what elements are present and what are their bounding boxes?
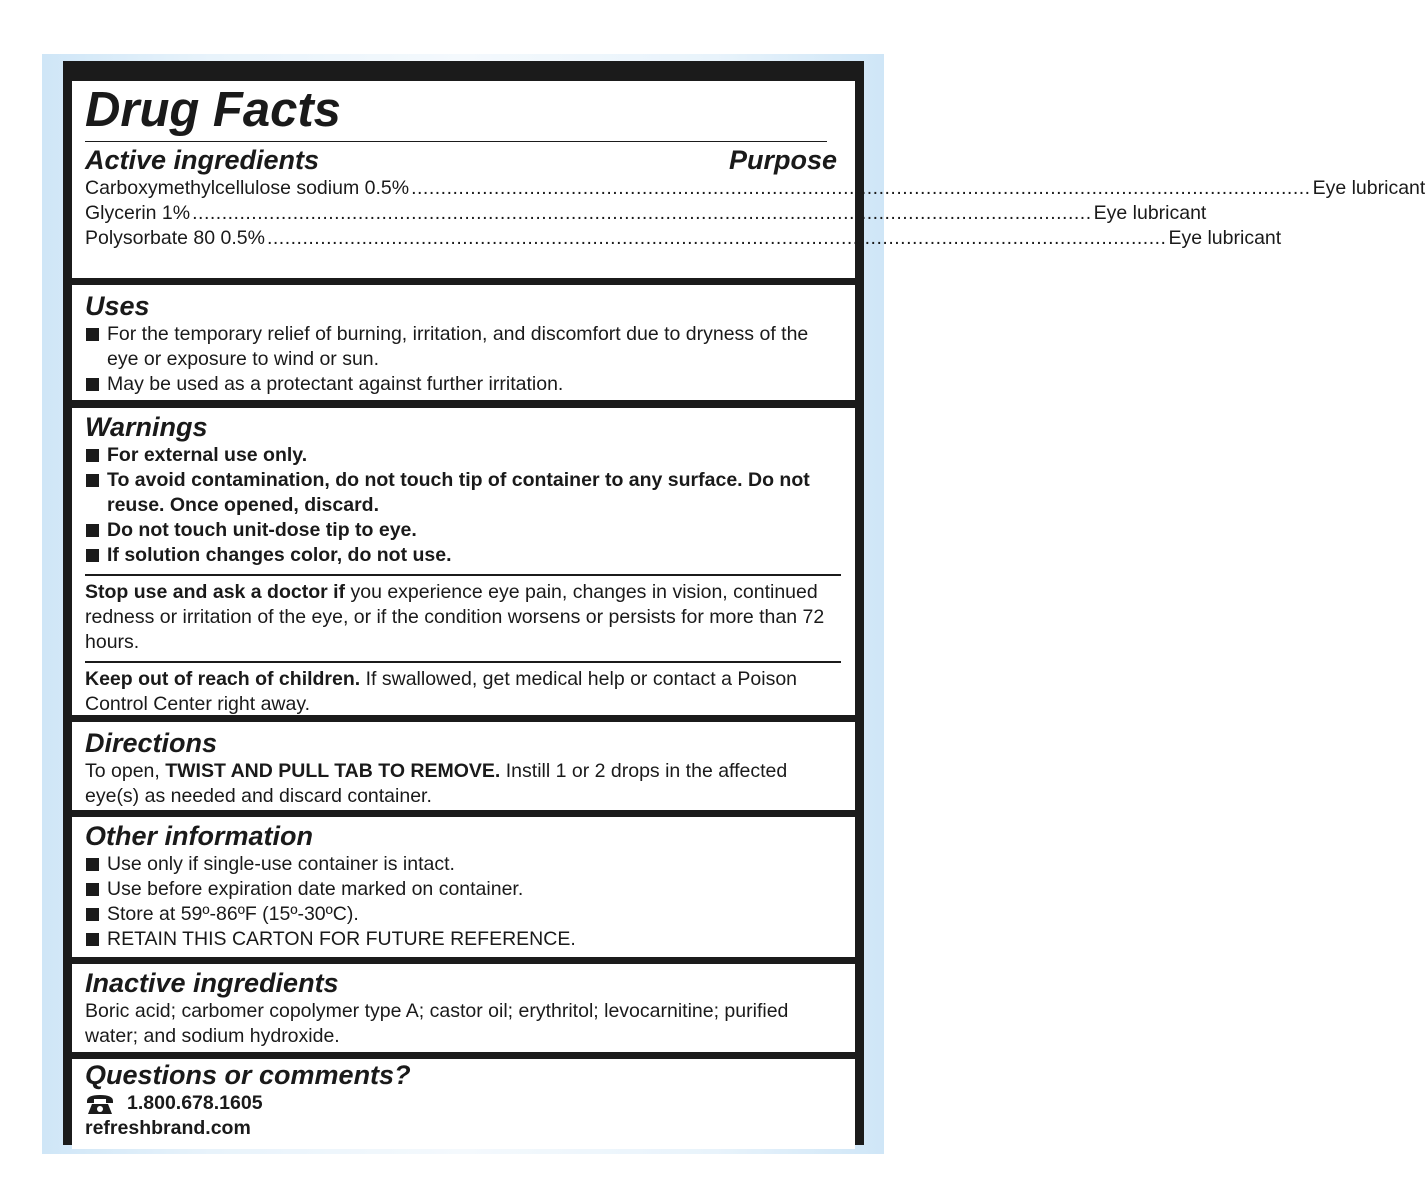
list-item-text: May be used as a protectant against further irritation. xyxy=(107,373,564,395)
leader-dots: ........................................................................................................................................................ xyxy=(192,202,1092,224)
active-ingredients-section xyxy=(72,81,1425,278)
divider xyxy=(85,661,841,663)
stop-use-paragraph xyxy=(85,580,837,655)
keep-out-text: If swallowed, get medical help or contact a Poison Control Center right away. xyxy=(85,668,798,715)
list-item xyxy=(85,852,837,877)
directions-pre: To open, xyxy=(85,760,166,782)
ingredient-name: Glycerin 1% xyxy=(85,202,191,224)
list-item xyxy=(85,902,837,927)
list-item xyxy=(85,443,837,468)
bullet-square-icon xyxy=(86,378,99,391)
phone-number[interactable]: 1.800.678.1605 xyxy=(127,1092,263,1114)
ingredient-name: Carboxymethylcellulose sodium 0.5% xyxy=(85,177,410,199)
warnings-list xyxy=(85,443,837,568)
bullet-square-icon xyxy=(86,908,99,921)
list-item-text: Do not touch unit-dose tip to eye. xyxy=(107,519,417,541)
list-item-text: Use before expiration date marked on container. xyxy=(107,878,524,900)
list-item xyxy=(85,468,837,518)
leader-dots: ........................................................................................................................................................ xyxy=(411,177,1311,199)
directions-heading: Directions xyxy=(85,728,218,758)
keep-out-lead: Keep out of reach of children. xyxy=(85,668,361,690)
inactive-ingredients-section xyxy=(72,964,855,1052)
directions-text xyxy=(85,759,837,809)
other-information-list xyxy=(85,852,837,952)
uses-heading: Uses xyxy=(85,291,150,321)
uses-list xyxy=(85,322,837,397)
bullet-square-icon xyxy=(86,549,99,562)
directions-section xyxy=(72,722,855,810)
ingredient-list xyxy=(85,176,1425,251)
questions-heading: Questions or comments? xyxy=(85,1060,411,1090)
ingredient-purpose: Eye lubricant xyxy=(1312,177,1425,199)
active-ingredients-heading: Active ingredients xyxy=(85,145,320,175)
inactive-ingredients-text: Boric acid; carbomer copolymer type A; castor oil; erythritol; levocarnitine; purified water; and sodium hydroxide. xyxy=(85,1000,789,1047)
list-item xyxy=(85,372,837,397)
list-item-text: If solution changes color, do not use. xyxy=(107,544,452,566)
keep-out-paragraph xyxy=(85,667,837,717)
phone-icon xyxy=(85,1093,115,1115)
website-link[interactable]: refreshbrand.com xyxy=(85,1117,251,1139)
ingredient-row xyxy=(85,176,1425,201)
ingredient-name: Polysorbate 80 0.5% xyxy=(85,227,265,249)
bullet-square-icon xyxy=(86,449,99,462)
list-item xyxy=(85,927,837,952)
questions-section xyxy=(72,1059,855,1149)
stop-use-lead: Stop use and ask a doctor if xyxy=(85,581,346,603)
list-item-text: For external use only. xyxy=(107,444,308,466)
warnings-heading: Warnings xyxy=(85,412,208,442)
other-information-heading: Other information xyxy=(85,821,313,851)
purpose-heading: Purpose xyxy=(728,145,837,175)
leader-dots: ........................................................................................................................................................ xyxy=(266,227,1167,249)
warnings-section xyxy=(72,408,855,715)
label-title: Drug Facts xyxy=(85,81,827,142)
bullet-square-icon xyxy=(86,883,99,896)
list-item xyxy=(85,543,837,568)
bullet-square-icon xyxy=(86,858,99,871)
divider xyxy=(85,574,841,576)
list-item-text: For the temporary relief of burning, irritation, and discomfort due to dryness of the eye or exposure to wind or sun. xyxy=(107,323,809,370)
bullet-square-icon xyxy=(86,328,99,341)
bullet-square-icon xyxy=(86,933,99,946)
list-item xyxy=(85,518,837,543)
list-item xyxy=(85,322,837,372)
directions-bold: TWIST AND PULL TAB TO REMOVE. xyxy=(165,760,501,782)
inactive-ingredients-heading: Inactive ingredients xyxy=(85,968,339,998)
list-item-text: Store at 59º-86ºF (15º-30ºC). xyxy=(107,903,359,925)
bullet-square-icon xyxy=(86,474,99,487)
ingredient-purpose: Eye lubricant xyxy=(1093,202,1207,224)
directions-post: Instill 1 or 2 drops in the affected eye(s) as needed and discard container. xyxy=(85,760,788,807)
list-item-text: Use only if single-use container is intact. xyxy=(107,853,455,875)
active-header-row xyxy=(85,144,837,176)
drug-facts-label xyxy=(63,61,1425,1145)
uses-section xyxy=(72,285,855,400)
stop-use-text: you experience eye pain, changes in vision, continued redness or irritation of the eye, or if the condition worsens or persists for more than 72 hours. xyxy=(85,581,825,653)
list-item xyxy=(85,877,837,902)
ingredient-row xyxy=(85,226,1282,251)
list-item-text: To avoid contamination, do not touch tip of container to any surface. Do not reuse. Once opened, discard. xyxy=(107,469,810,516)
ingredient-purpose: Eye lubricant xyxy=(1168,227,1282,249)
list-item-text: RETAIN THIS CARTON FOR FUTURE REFERENCE. xyxy=(107,928,576,950)
phone-row xyxy=(85,1091,837,1116)
bullet-square-icon xyxy=(86,524,99,537)
other-information-section xyxy=(72,817,855,957)
ingredient-row xyxy=(85,201,1207,226)
